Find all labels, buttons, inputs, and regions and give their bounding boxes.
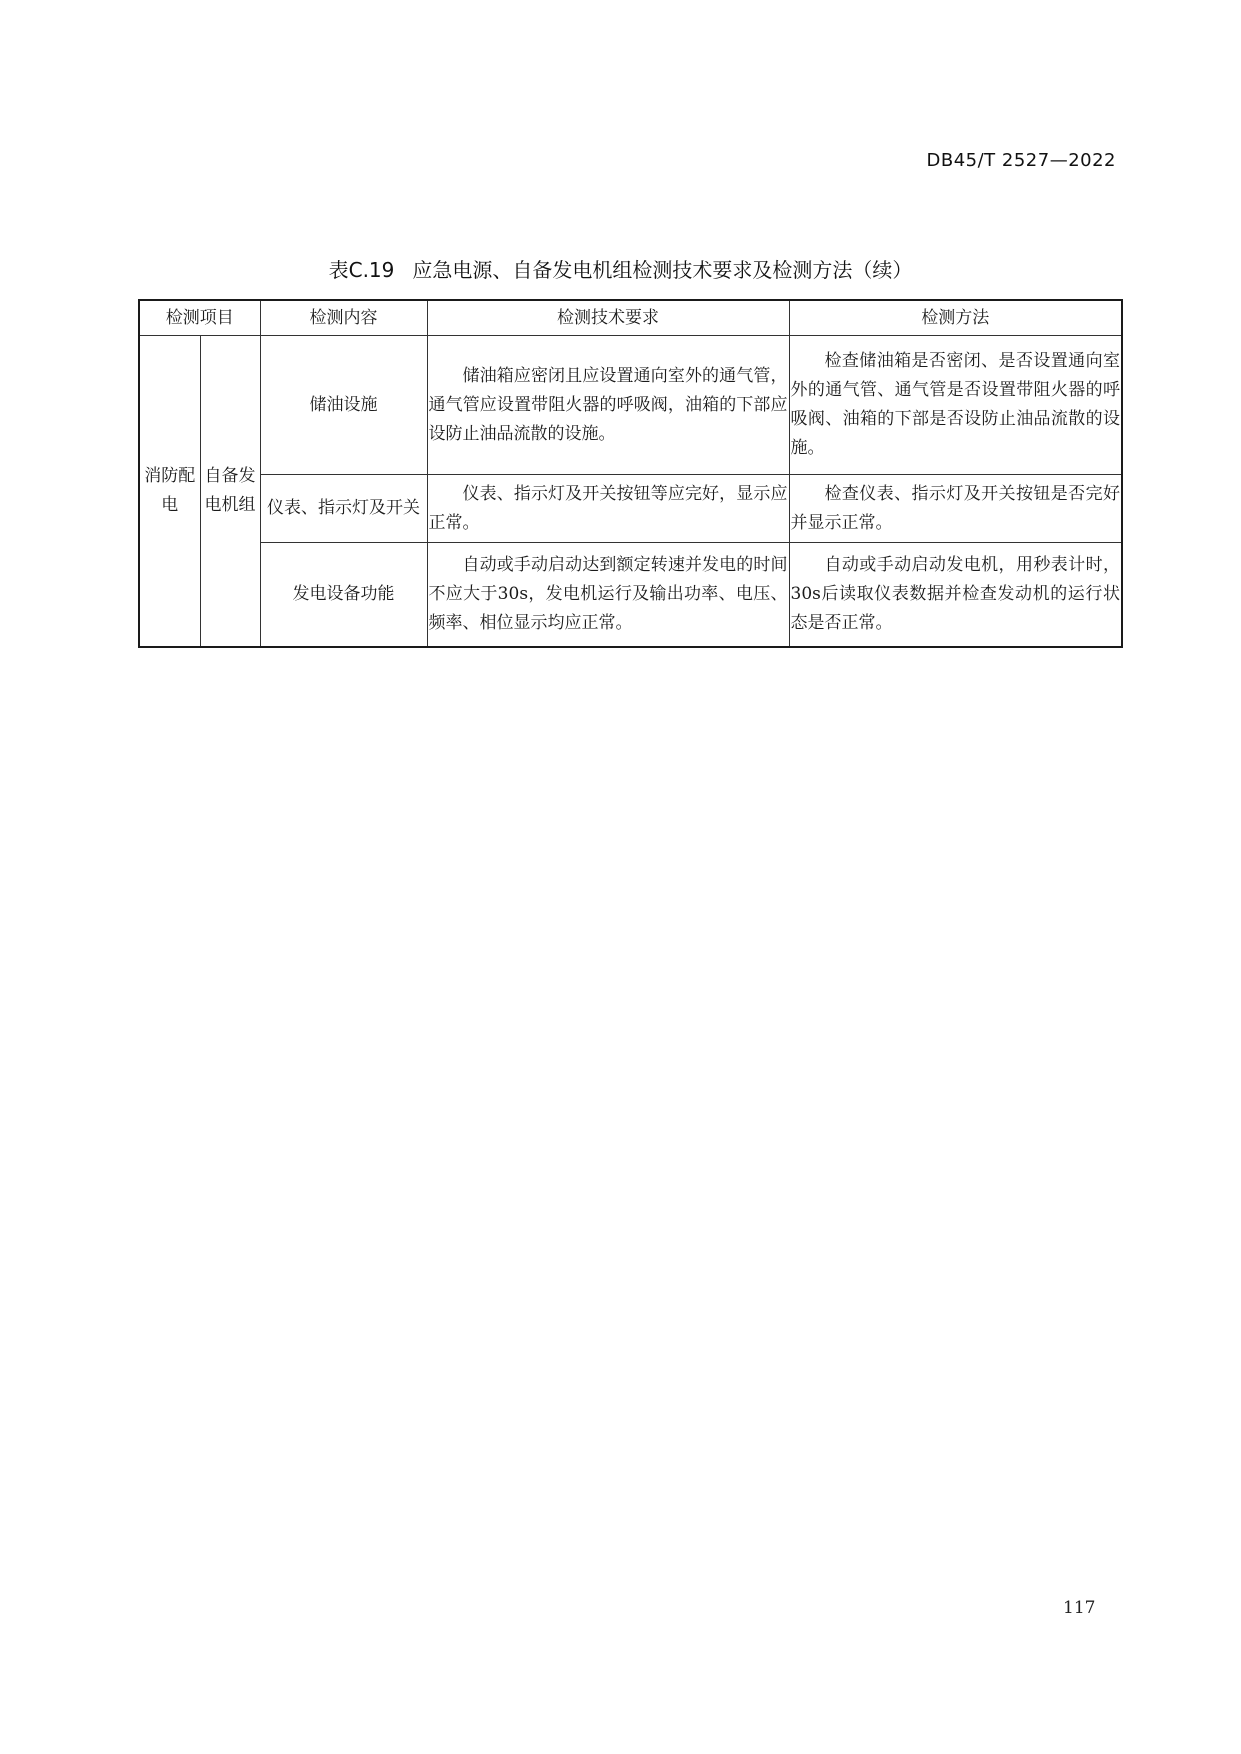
row-requirement-oil-storage: 储油箱应密闭且应设置通向室外的通气管，通气管应设置带阻火器的呼吸阀，油箱的下部应设防止油品流散的设施。 — [427, 336, 789, 475]
table-row — [139, 475, 1122, 543]
row-content-instruments: 仪表、指示灯及开关 — [260, 475, 427, 543]
row-method-generator-function: 自动或手动启动发电机，用秒表计时，30s后读取仪表数据并检查发动机的运行状态是否正常。 — [789, 543, 1122, 647]
table-header-row — [139, 300, 1122, 336]
table-row — [139, 336, 1122, 475]
inspection-table — [138, 299, 1123, 648]
document-code: DB45/T 2527—2022 — [926, 150, 1116, 171]
group-fire-power-distribution: 消防配电 — [139, 336, 200, 647]
group-standby-generator: 自备发电机组 — [200, 336, 260, 647]
row-content-oil-storage: 储油设施 — [260, 336, 427, 475]
page-number: 117 — [1063, 1598, 1096, 1618]
table-caption: 应急电源、自备发电机组检测技术要求及检测方法（续） — [412, 258, 913, 282]
table-number: 表C.19 — [328, 258, 395, 282]
row-requirement-generator-function: 自动或手动启动达到额定转速并发电的时间不应大于30s，发电机运行及输出功率、电压、频率、相位显示均应正常。 — [427, 543, 789, 647]
row-requirement-instruments: 仪表、指示灯及开关按钮等应完好，显示应正常。 — [427, 475, 789, 543]
table-title — [0, 254, 1241, 283]
row-method-instruments: 检查仪表、指示灯及开关按钮是否完好并显示正常。 — [789, 475, 1122, 543]
header-inspection-content: 检测内容 — [260, 300, 427, 336]
row-method-oil-storage: 检查储油箱是否密闭、是否设置通向室外的通气管、通气管是否设置带阻火器的呼吸阀、油箱的下部是否设防止油品流散的设施。 — [789, 336, 1122, 475]
header-technical-requirement: 检测技术要求 — [427, 300, 789, 336]
table-row — [139, 543, 1122, 647]
row-content-generator-function: 发电设备功能 — [260, 543, 427, 647]
header-inspection-method: 检测方法 — [789, 300, 1122, 336]
header-inspection-item: 检测项目 — [139, 300, 260, 336]
